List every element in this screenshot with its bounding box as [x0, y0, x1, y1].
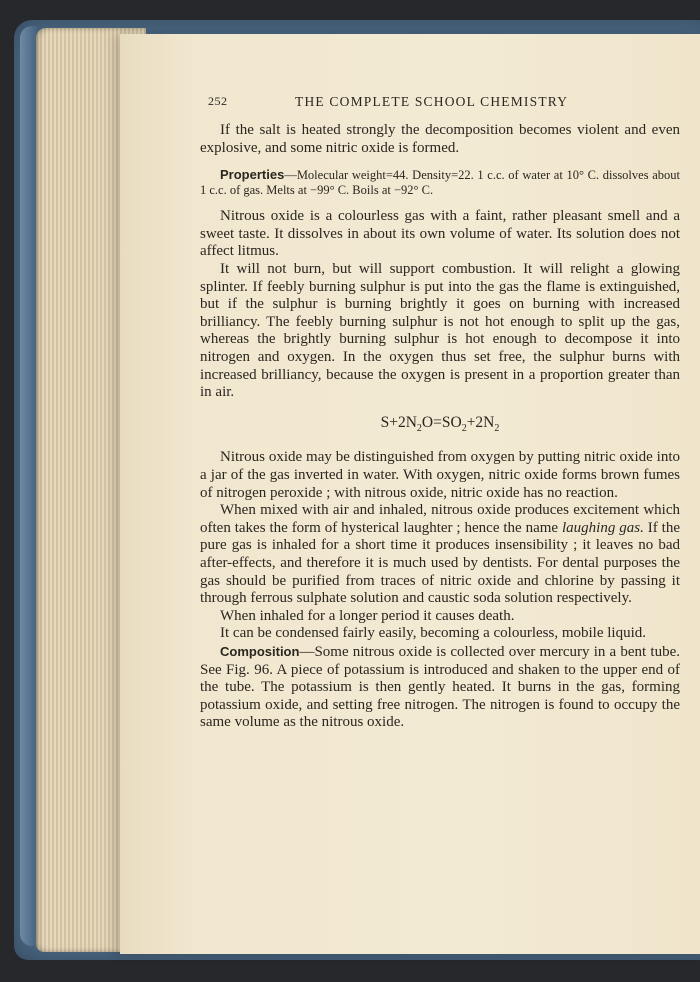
paragraph-description: Nitrous oxide is a colourless gas with a faint, rather pleasant smell and a sweet taste. It dissolves in about its own volume of water. Its solution does not affect litmus.: [200, 208, 680, 260]
chemical-equation: [200, 414, 680, 438]
laughing-gas-text-b: If the pure gas is inhaled for a short time it produces insensibility ; it leaves no bad after-effects, and therefore it is much used by dentists. For dental purposes the gas should be purified from traces of nitric oxide and chlorine by passing it through ferrous sulphate solution and caustic soda solution respectively.: [200, 519, 680, 607]
paragraph-distinguish: Nitrous oxide may be distinguished from oxygen by putting nitric oxide into a jar of the gas inverted in water. With oxygen, nitric oxide forms brown fumes of nitrogen peroxide ; with nitrous oxide, nitric oxide has no reaction.: [200, 449, 680, 501]
composition-text: —Some nitrous oxide is collected over mercury in a bent tube. See Fig. 96. A piece of potassium is introduced and shaken to the upper end of the tube. The potassium is then gently heated. It burns in the gas, forming potassium oxide, and setting free nitrogen. The nitrogen is found to occupy the same volume as the nitrous oxide.: [200, 643, 680, 731]
paragraph-combustion: It will not burn, but will support combustion. It will relight a glowing splinter. If feebly burning sulphur is put into the gas the flame is extinguished, but if the sulphur is burning brightly it goes on burning with increased brilliancy. The feebly burning sulphur is not hot enough to split up the gas, whereas the brightly burning sulphur is hot enough to decompose it into nitrogen and oxygen. In the oxygen thus set free, the sulphur burns with increased brilliancy, because the oxygen is present in a proportion greater than in air.: [200, 260, 680, 401]
eq-plus-n: +2N: [389, 413, 417, 431]
eq-equals-so: =SO: [433, 413, 462, 431]
paragraph-condensed: It can be condensed fairly easily, becoming a colourless, mobile liquid.: [220, 625, 646, 642]
properties-paragraph: [200, 167, 680, 198]
eq-sub: 2: [461, 422, 467, 434]
book-title: THE COMPLETE SCHOOL CHEMISTRY: [295, 94, 569, 109]
book-page: [120, 34, 700, 954]
properties-text: —Molecular weight=44. Density=22. 1 c.c. of water at 10° C. dissolves about 1 c.c. of gas. Melts at −99° C. Boils at −92° C.: [200, 168, 680, 198]
page-number: 252: [208, 94, 228, 108]
eq-plus-n: +2N: [466, 413, 495, 431]
laughing-gas-text-a: When mixed with air and inhaled, nitrous oxide produces excitement which often takes the form of hysterical laughter ; hence the name: [200, 502, 680, 536]
composition-paragraph: [200, 643, 680, 732]
running-head: [208, 94, 700, 114]
eq-sub: 2: [416, 422, 422, 434]
eq-sulphur: S: [380, 413, 390, 431]
paragraph-laughing-gas: [200, 502, 680, 608]
page-text: [200, 122, 680, 732]
composition-label: Composition: [220, 643, 300, 659]
laughing-gas-term: laughing gas.: [562, 519, 644, 536]
intro-paragraph: If the salt is heated strongly the decomposition becomes violent and even explosive, and some nitric oxide is formed.: [200, 122, 680, 156]
paragraph-death: When inhaled for a longer period it causes death.: [220, 607, 515, 624]
properties-label: Properties: [220, 167, 285, 183]
eq-sub: 2: [494, 422, 500, 434]
eq-oxygen: O: [421, 413, 434, 431]
